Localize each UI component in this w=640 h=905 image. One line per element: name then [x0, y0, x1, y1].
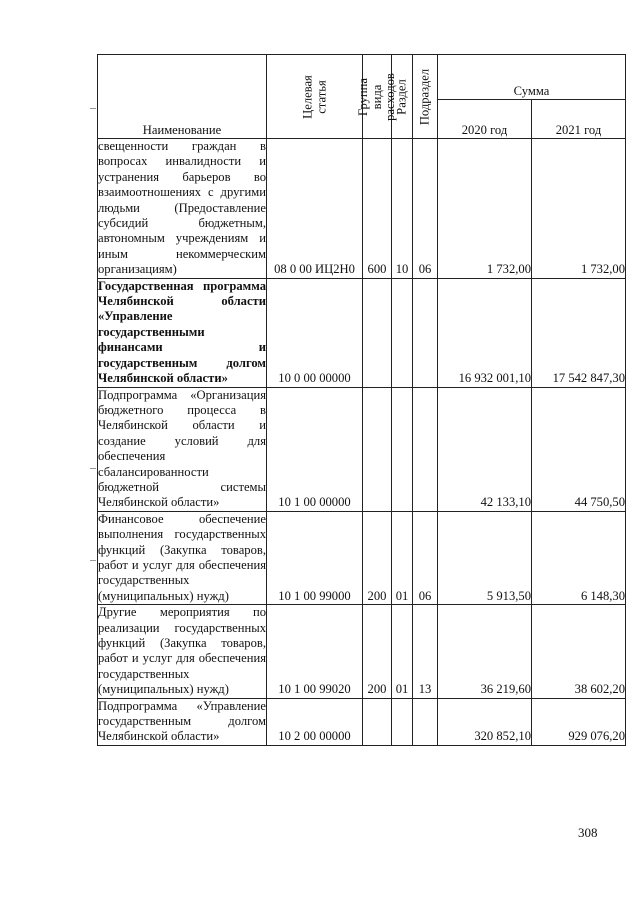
- row-target-article: 10 1 00 99020: [267, 605, 363, 698]
- table-row: [98, 511, 626, 604]
- header-section: [392, 55, 413, 139]
- row-name: Другие мероприятия по реализации государственных функций (Закупка товаров, работ и услуг для обеспечения государственных (муниципальных) нужд): [98, 605, 266, 697]
- table-row: [98, 278, 626, 387]
- row-target-article: 10 1 00 99000: [267, 511, 363, 604]
- row-sum-2021: 929 076,20: [532, 698, 626, 745]
- row-sum-2021: 6 148,30: [532, 511, 626, 604]
- row-subsection: [413, 698, 438, 745]
- header-sum: Сумма: [438, 55, 626, 100]
- scan-mark: [90, 108, 96, 109]
- header-year-2021: 2021 год: [532, 100, 626, 139]
- row-expense-group: 200: [363, 605, 392, 698]
- row-subsection: 06: [413, 139, 438, 279]
- row-section: 10: [392, 139, 413, 279]
- row-section: 01: [392, 605, 413, 698]
- header-target-article: [267, 55, 363, 139]
- row-section: 01: [392, 511, 413, 604]
- header-subsection: [413, 55, 438, 139]
- row-sum-2021: 38 602,20: [532, 605, 626, 698]
- table-row: [98, 605, 626, 698]
- header-section-text: Раздел: [394, 78, 409, 115]
- row-subsection: 06: [413, 511, 438, 604]
- row-sum-2020: 16 932 001,10: [438, 278, 532, 387]
- row-expense-group: 200: [363, 511, 392, 604]
- row-sum-2020: 42 133,10: [438, 387, 532, 511]
- row-target-article: 10 0 00 00000: [267, 278, 363, 387]
- table-header: [98, 55, 626, 139]
- page-number: 308: [578, 825, 598, 840]
- budget-table: [97, 54, 626, 746]
- row-subsection: [413, 387, 438, 511]
- row-expense-group: [363, 278, 392, 387]
- row-subsection: 13: [413, 605, 438, 698]
- header-subsection-text: Подраздел: [417, 68, 432, 125]
- row-section: [392, 387, 413, 511]
- scan-mark: [90, 560, 96, 561]
- header-name: Наименование: [98, 55, 267, 139]
- row-sum-2021: 17 542 847,30: [532, 278, 626, 387]
- header-expense-group: [355, 55, 397, 139]
- row-name: Финансовое обеспечение выполнения государственных функций (Закупка товаров, работ и услуг для обеспечения государственных (муниципальных) нужд): [98, 511, 266, 603]
- table-row: [98, 387, 626, 511]
- row-subsection: [413, 278, 438, 387]
- row-sum-2020: 5 913,50: [438, 511, 532, 604]
- header-target-article-text: Целевая статья: [300, 74, 328, 119]
- row-sum-2020: 36 219,60: [438, 605, 532, 698]
- header-year-2020: 2020 год: [438, 100, 532, 139]
- row-name: Подпрограмма «Управление государственным долгом Челябинской области»: [98, 698, 266, 744]
- row-sum-2020: 1 732,00: [438, 139, 532, 279]
- table-row: [98, 698, 626, 745]
- row-expense-group: [363, 698, 392, 745]
- row-target-article: 08 0 00 ИЦ2Н0: [267, 139, 363, 279]
- row-section: [392, 698, 413, 745]
- row-name: свещенности граждан в вопросах инвалидности и устранения барьеров во взаимоотношениях с другими людьми (Предоставление субсидий бюджетным, автономным учреждениям и иным некоммерческим организациям): [98, 139, 266, 277]
- row-expense-group: 600: [363, 139, 392, 279]
- row-expense-group: [363, 387, 392, 511]
- row-name: Государственная программа Челябинской области «Управление государственными финансами и государственным долгом Челябинской области»: [98, 278, 266, 386]
- row-sum-2021: 1 732,00: [532, 139, 626, 279]
- header-expense-group-text: Группа вида расходов: [355, 72, 397, 121]
- row-sum-2021: 44 750,50: [532, 387, 626, 511]
- row-target-article: 10 1 00 00000: [267, 387, 363, 511]
- row-target-article: 10 2 00 00000: [267, 698, 363, 745]
- row-section: [392, 278, 413, 387]
- table-row: [98, 139, 626, 279]
- scan-mark: [90, 468, 96, 469]
- row-sum-2020: 320 852,10: [438, 698, 532, 745]
- row-name: Подпрограмма «Организация бюджетного процесса в Челябинской области и создание условий для обеспечения сбалансированности бюджетной системы Челябинской области»: [98, 387, 266, 510]
